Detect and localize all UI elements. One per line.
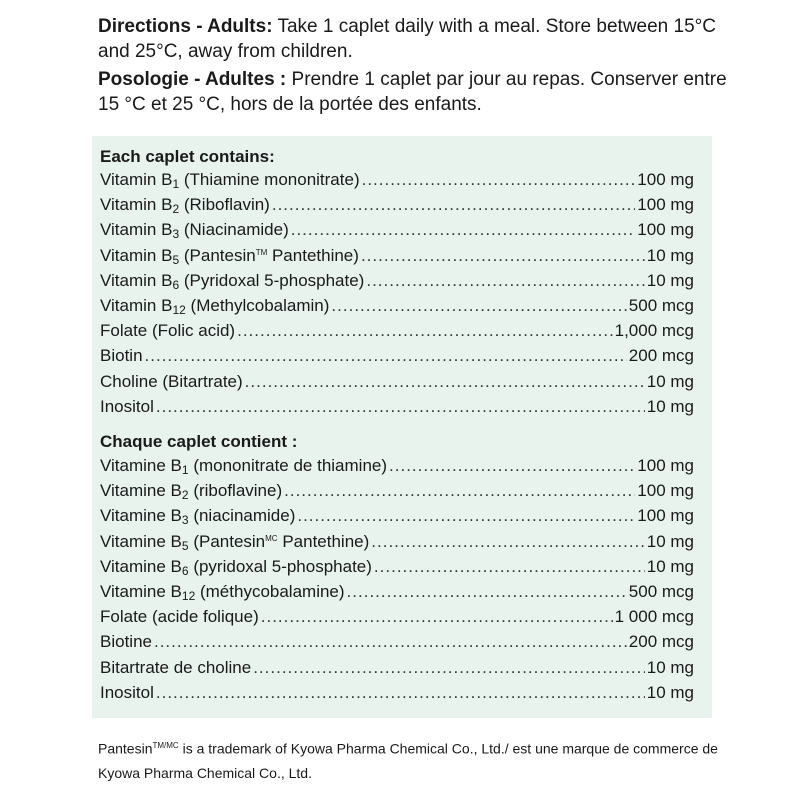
ingredient-amount: 200 mcg xyxy=(628,632,694,652)
ingredient-row xyxy=(100,346,694,370)
ingredient-amount: 100 mg xyxy=(637,481,694,501)
ingredient-name xyxy=(100,397,154,417)
ingredient-name xyxy=(100,170,360,190)
ingredient-name-sub: 3 xyxy=(172,227,180,242)
ingredient-name-pre: Folate (acide folique) xyxy=(100,607,259,627)
ingredient-name-sub: 1 xyxy=(172,177,180,191)
ingredient-amount: 10 mg xyxy=(646,270,694,290)
ingredient-amount: 100 mg xyxy=(637,456,694,475)
ingredient-name-pre: Vitamine B xyxy=(100,582,182,601)
ingredient-name-pre: Vitamine B xyxy=(100,481,182,501)
ingredient-amount: 500 mcg xyxy=(628,296,694,315)
ingredient-name-sub: 1 xyxy=(181,463,189,477)
ingredient-name-pre: Vitamine B xyxy=(100,506,182,526)
ingredient-name xyxy=(100,607,259,627)
dot-leader xyxy=(284,481,635,501)
ingredient-row xyxy=(100,321,694,345)
ingredient-row xyxy=(100,170,694,194)
ingredient-name xyxy=(100,372,243,392)
ingredient-name xyxy=(100,658,251,678)
ingredient-name-pre: Vitamin B xyxy=(100,245,173,265)
ingredient-name xyxy=(100,195,270,215)
directions-en xyxy=(98,14,738,64)
ingredient-name xyxy=(100,582,345,602)
ingredient-row xyxy=(100,532,694,556)
ingredient-name-post: (Pantesin xyxy=(179,245,256,265)
ingredient-name xyxy=(100,220,289,240)
ingredient-row xyxy=(100,632,694,656)
footnote-text: is a trademark of Kyowa Pharma Chemical Co., Ltd./ est une marque de commerce de Kyowa Pharma Chemical Co., Ltd. xyxy=(98,740,718,781)
ingredient-name xyxy=(100,346,143,366)
directions-en-text: Take 1 caplet daily with a meal. Store between 15°C and 25°C, away from children. xyxy=(98,16,716,62)
ingredient-amount: 100 mg xyxy=(637,506,694,526)
ingredient-amount: 100 mg xyxy=(637,195,694,215)
directions-block xyxy=(98,14,738,120)
ingredient-name-post: (Thiamine mononitrate) xyxy=(179,170,360,189)
ingredient-name xyxy=(100,506,295,526)
dot-leader xyxy=(331,296,626,316)
ingredient-name-pre: Vitamin B xyxy=(100,195,173,215)
ingredient-name xyxy=(100,481,282,501)
ingredient-name-pre: Vitamine B xyxy=(100,456,182,475)
ingredient-name xyxy=(100,296,329,316)
directions-fr-label: Posologie - Adultes : xyxy=(98,69,287,90)
ingredient-name-post: (méthycobalamine) xyxy=(195,582,345,601)
ingredient-row xyxy=(100,397,694,421)
dot-leader xyxy=(272,195,635,215)
ingredient-name-pre: Vitamin B xyxy=(100,270,173,290)
ingredient-row xyxy=(100,506,694,530)
ingredient-name-pre: Biotin xyxy=(100,346,143,366)
ingredient-amount: 10 mg xyxy=(646,682,694,702)
ingredient-amount: 1,000 mcg xyxy=(614,321,694,341)
ingredient-amount: 100 mg xyxy=(637,170,694,189)
dot-leader xyxy=(245,372,645,392)
ingredient-row xyxy=(100,195,694,219)
ingredient-row xyxy=(100,296,694,320)
ingredient-name-pre: Bitartrate de choline xyxy=(100,657,252,677)
ingredient-name-post: (Niacinamide) xyxy=(179,220,289,240)
ingredient-amount: 10 mg xyxy=(646,396,694,416)
ingredient-amount: 10 mg xyxy=(646,245,694,265)
ingredient-name-post2: Pantethine) xyxy=(277,531,370,551)
ingredient-name xyxy=(100,557,372,577)
ingredient-name-pre: Vitamin B xyxy=(100,296,173,315)
ingredient-name xyxy=(100,246,359,266)
ingredient-row xyxy=(100,220,694,244)
ingredient-name-sub: 5 xyxy=(172,252,180,267)
ingredient-name xyxy=(100,683,154,703)
ingredient-row xyxy=(100,481,694,505)
dot-leader xyxy=(389,456,635,476)
ingredient-row xyxy=(100,456,694,480)
ingredient-amount: 10 mg xyxy=(646,657,694,677)
ingredient-name xyxy=(100,271,364,291)
ingredient-name-post: (niacinamide) xyxy=(188,506,296,526)
dot-leader xyxy=(156,683,645,703)
dot-leader xyxy=(145,346,627,366)
ingredient-name-pre: Choline (Bitartrate) xyxy=(100,371,243,391)
ingredient-row xyxy=(100,683,694,707)
ingredient-name-post: (Pantesin xyxy=(188,531,266,551)
directions-en-label: Directions - Adults: xyxy=(98,16,273,37)
trademark-footnote xyxy=(98,734,748,785)
ingredient-name-post: (pyridoxal 5-phosphate) xyxy=(188,556,372,576)
ingredient-amount: 10 mg xyxy=(646,531,694,551)
ingredient-amount: 10 mg xyxy=(646,556,694,576)
ingredient-amount: 10 mg xyxy=(646,371,694,391)
footnote-mark: TM/MC xyxy=(152,741,179,750)
ingredient-name-post: (mononitrate de thiamine) xyxy=(188,456,388,475)
ingredient-name-pre: Biotine xyxy=(100,632,152,652)
ingredient-name-pre: Vitamine B xyxy=(100,556,182,576)
dot-leader xyxy=(361,246,645,266)
ingredient-name-post: (Riboflavin) xyxy=(179,195,270,215)
ingredient-name-sub: 2 xyxy=(181,488,189,503)
ingredient-name-post: (Pyridoxal 5-phosphate) xyxy=(179,270,365,290)
ingredient-name xyxy=(100,321,235,341)
ingredient-row xyxy=(100,557,694,581)
dot-leader xyxy=(156,397,645,417)
ingredient-name-pre: Folate (Folic acid) xyxy=(100,321,236,341)
directions-fr-text: Prendre 1 caplet par jour au repas. Conserver entre 15 °C et 25 °C, hors de la portée des enfants. xyxy=(98,69,727,115)
ingredient-row xyxy=(100,372,694,396)
ingredient-row xyxy=(100,658,694,682)
ingredient-name-sub: 12 xyxy=(172,303,186,317)
ingredient-name xyxy=(100,532,369,552)
french-heading: Chaque caplet contient : xyxy=(100,432,298,451)
ingredient-name-sub: 3 xyxy=(181,513,189,528)
ingredient-row xyxy=(100,607,694,631)
ingredient-row xyxy=(100,246,694,270)
footnote-brand: Pantesin xyxy=(98,740,153,757)
dot-leader xyxy=(297,506,635,526)
ingredient-name-pre: Vitamine B xyxy=(100,531,182,551)
ingredient-name-sup: MC xyxy=(265,533,278,543)
ingredient-name-sub: 2 xyxy=(172,202,180,217)
ingredient-name-sup: TM xyxy=(255,247,268,257)
ingredient-amount: 1 000 mcg xyxy=(614,607,694,627)
directions-fr xyxy=(98,67,738,117)
ingredient-amount: 100 mg xyxy=(637,220,694,240)
ingredient-name-sub: 6 xyxy=(172,277,180,292)
ingredient-amount: 500 mcg xyxy=(628,582,694,601)
ingredient-name-post: (riboflavine) xyxy=(188,481,283,501)
dot-leader xyxy=(261,607,613,627)
dot-leader xyxy=(374,557,645,577)
ingredient-name-post2: Pantethine) xyxy=(267,245,359,265)
ingredient-row xyxy=(100,582,694,606)
dot-leader xyxy=(362,170,636,190)
ingredient-amount: 200 mcg xyxy=(628,346,694,366)
dot-leader xyxy=(291,220,636,240)
dot-leader xyxy=(371,532,644,552)
dot-leader xyxy=(347,582,627,602)
ingredient-name-sub: 5 xyxy=(181,538,189,553)
dot-leader xyxy=(366,271,644,291)
ingredient-name-pre: Inositol xyxy=(100,682,154,702)
ingredient-name-pre: Vitamin B xyxy=(100,170,173,189)
ingredient-name xyxy=(100,632,152,652)
ingredient-name-sub: 6 xyxy=(181,563,189,578)
dot-leader xyxy=(253,658,645,678)
ingredient-name-pre: Inositol xyxy=(100,396,154,416)
ingredient-name-pre: Vitamin B xyxy=(100,220,173,240)
ingredient-name-post: (Methylcobalamin) xyxy=(185,296,330,315)
english-heading: Each caplet contains: xyxy=(100,147,275,166)
ingredient-name-sub: 12 xyxy=(181,589,196,603)
ingredient-name xyxy=(100,456,387,476)
dot-leader xyxy=(154,632,627,652)
ingredient-row xyxy=(100,271,694,295)
dot-leader xyxy=(237,321,613,341)
